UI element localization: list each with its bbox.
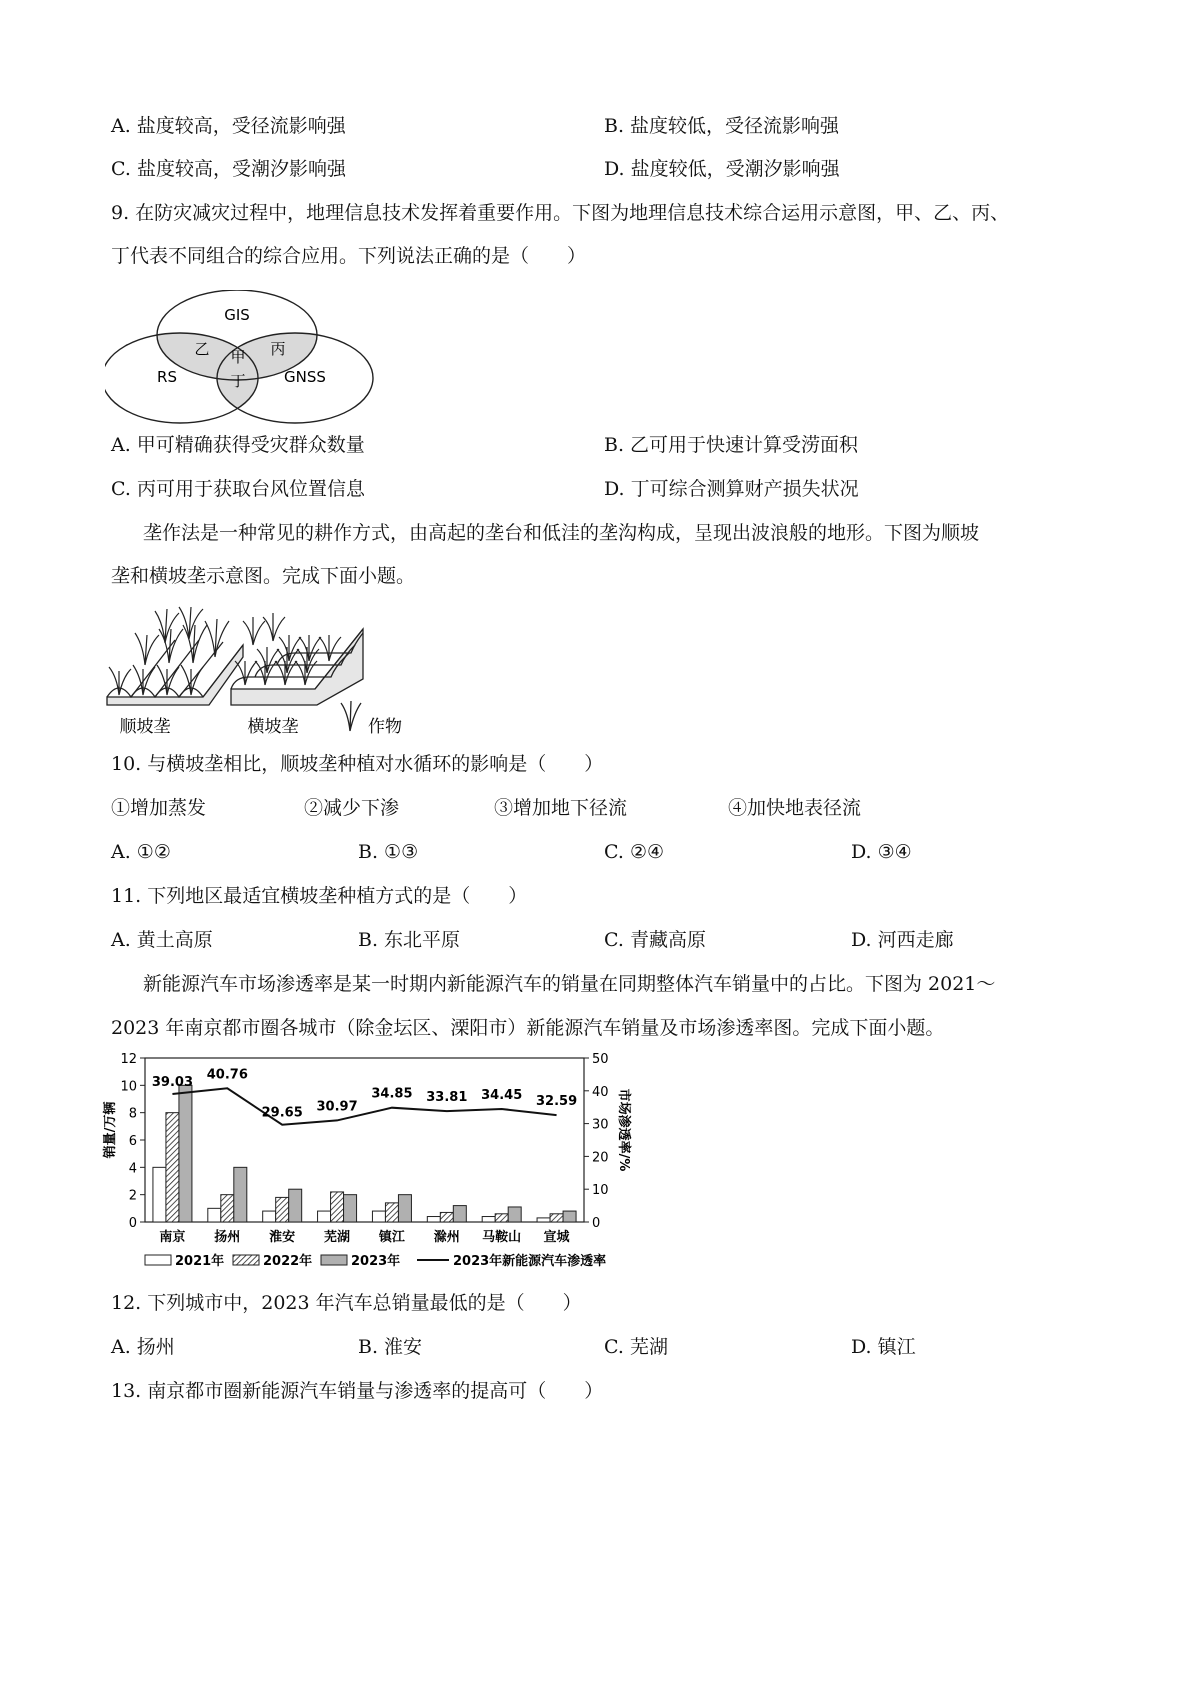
venn-diagram xyxy=(105,290,410,450)
ridge-figure xyxy=(105,605,405,737)
y2-tick-label: 0 xyxy=(592,1216,601,1231)
bar-2022年 xyxy=(276,1197,289,1222)
q12-stem: 12. 下列城市中，2023 年汽车总销量最低的是（ ） xyxy=(111,1292,582,1314)
q9-option-a: A. 甲可精确获得受灾群众数量 xyxy=(111,434,365,456)
q10-option-d: D. ③④ xyxy=(851,841,912,863)
venn-region-jia: 甲 xyxy=(230,348,246,366)
venn-label-gis: GIS xyxy=(224,306,250,324)
data-label: 34.85 xyxy=(371,1086,413,1102)
passage1-line1: 垄作法是一种常见的耕作方式，由高起的垄台和低洼的垄沟构成，呈现出波浪般的地形。下图为顺坡 xyxy=(143,522,980,544)
bar-2023年 xyxy=(289,1189,302,1222)
x-tick-label: 扬州 xyxy=(214,1230,241,1245)
chart-legend xyxy=(145,1253,606,1269)
bar-2022年 xyxy=(331,1192,344,1222)
q8-option-d: D. 盐度较低，受潮汐影响强 xyxy=(604,158,840,180)
venn-region-yi: 乙 xyxy=(194,340,210,358)
q9-option-b: B. 乙可用于快速计算受涝面积 xyxy=(604,434,859,456)
q9-stem-line2: 丁代表不同组合的综合应用。下列说法正确的是（ ） xyxy=(111,245,587,267)
q11-option-d: D. 河西走廊 xyxy=(851,929,954,951)
q8-option-a: A. 盐度较高，受径流影响强 xyxy=(111,115,346,137)
venn-region-bing: 丙 xyxy=(270,340,286,358)
q8-option-c: C. 盐度较高，受潮汐影响强 xyxy=(111,158,346,180)
q13-stem: 13. 南京都市圈新能源汽车销量与渗透率的提高可（ ） xyxy=(111,1380,604,1402)
data-label: 32.59 xyxy=(536,1094,578,1110)
q10-item-4: ④加快地表径流 xyxy=(728,797,862,819)
bar-2022年 xyxy=(221,1195,234,1222)
venn-region-ding: 丁 xyxy=(230,372,246,390)
bar-2021年 xyxy=(537,1218,550,1222)
x-tick-label: 马鞍山 xyxy=(482,1230,522,1245)
q12-option-c: C. 芜湖 xyxy=(604,1336,668,1358)
bar-2021年 xyxy=(372,1211,385,1222)
data-label: 29.65 xyxy=(261,1105,303,1121)
y2-tick-label: 40 xyxy=(592,1084,609,1100)
x-tick-label: 芜湖 xyxy=(324,1230,351,1245)
contour-ridge-crops xyxy=(235,613,341,685)
data-label: 33.81 xyxy=(426,1090,468,1106)
q11-option-a: A. 黄土高原 xyxy=(111,929,213,951)
bar-2021年 xyxy=(427,1217,440,1222)
q8-option-b: B. 盐度较低，受径流影响强 xyxy=(604,115,840,137)
passage2-line1: 新能源汽车市场渗透率是某一时期内新能源汽车的销量在同期整体汽车销量中的占比。下图为 2021～ xyxy=(143,973,996,995)
x-tick-label: 滁州 xyxy=(433,1230,460,1245)
y2-tick-label: 30 xyxy=(592,1117,609,1133)
y-tick-label: 0 xyxy=(128,1216,137,1231)
venn-label-gnss: GNSS xyxy=(284,368,326,386)
bar-2023年 xyxy=(344,1195,357,1222)
plot-area xyxy=(145,1058,584,1222)
x-tick-label: 淮安 xyxy=(269,1230,296,1245)
bar-2023年 xyxy=(234,1167,247,1222)
q10-item-1: ①增加蒸发 xyxy=(111,797,207,819)
q10-option-c: C. ②④ xyxy=(604,841,665,863)
y-axis-label: 销量/万辆 xyxy=(103,1101,118,1159)
legend-label: 2021年 xyxy=(175,1254,225,1269)
q11-stem: 11. 下列地区最适宜横坡垄种植方式的是（ ） xyxy=(111,885,528,907)
bar-2023年 xyxy=(563,1211,576,1222)
bar-2021年 xyxy=(318,1211,331,1222)
data-label: 39.03 xyxy=(151,1074,193,1090)
legend-swatch xyxy=(145,1255,171,1265)
legend-label: 2023年 xyxy=(351,1254,401,1269)
bar-2023年 xyxy=(453,1206,466,1222)
bar-2021年 xyxy=(482,1217,495,1222)
x-tick-label: 南京 xyxy=(159,1230,186,1245)
y-tick-label: 10 xyxy=(120,1079,137,1095)
slope-ridge-crops xyxy=(109,607,229,695)
bar-2023年 xyxy=(508,1207,521,1222)
legend-swatch xyxy=(321,1255,347,1265)
legend-label: 2023年新能源汽车渗透率 xyxy=(453,1254,607,1269)
y2-tick-label: 50 xyxy=(592,1052,609,1067)
passage1-line2: 垄和横坡垄示意图。完成下面小题。 xyxy=(111,565,416,587)
bar-2022年 xyxy=(385,1203,398,1222)
bar-2021年 xyxy=(153,1167,166,1222)
bar-2022年 xyxy=(440,1212,453,1222)
bar-2022年 xyxy=(495,1214,508,1222)
q9-option-d: D. 丁可综合测算财产损失状况 xyxy=(604,478,859,500)
y-tick-label: 8 xyxy=(128,1106,137,1122)
q12-option-b: B. 淮安 xyxy=(358,1336,423,1358)
q10-item-2: ②减少下渗 xyxy=(304,797,400,819)
crop-icon xyxy=(341,701,361,731)
data-label: 30.97 xyxy=(316,1099,358,1115)
contour-ridge-block xyxy=(231,629,363,705)
bar-2023年 xyxy=(179,1085,192,1222)
q9-option-c: C. 丙可用于获取台风位置信息 xyxy=(111,478,365,500)
x-tick-label: 宣城 xyxy=(543,1230,570,1245)
x-tick-label: 镇江 xyxy=(378,1230,405,1245)
bar-2022年 xyxy=(166,1113,179,1222)
q11-option-c: C. 青藏高原 xyxy=(604,929,706,951)
y-tick-label: 4 xyxy=(128,1161,137,1177)
y2-axis-label: 市场渗透率/% xyxy=(616,1088,631,1172)
data-label: 40.76 xyxy=(206,1067,248,1083)
y-tick-label: 12 xyxy=(120,1052,137,1067)
y-tick-label: 6 xyxy=(128,1134,137,1149)
label-slope-ridge: 顺坡垄 xyxy=(119,717,171,737)
y2-tick-label: 20 xyxy=(592,1150,609,1166)
bar-2023年 xyxy=(398,1195,411,1222)
q10-option-a: A. ①② xyxy=(111,841,171,863)
y-tick-label: 2 xyxy=(128,1188,137,1204)
q11-option-b: B. 东北平原 xyxy=(358,929,461,951)
q12-option-d: D. 镇江 xyxy=(851,1336,916,1358)
ev-sales-chart xyxy=(100,1050,680,1290)
q10-item-3: ③增加地下径流 xyxy=(494,797,628,819)
label-crop: 作物 xyxy=(368,717,402,737)
label-contour-ridge: 横坡垄 xyxy=(247,717,299,737)
bar-2021年 xyxy=(208,1208,221,1222)
q9-stem-line1: 9. 在防灾减灾过程中，地理信息技术发挥着重要作用。下图为地理信息技术综合运用示意图，甲、乙、丙、 xyxy=(111,202,1010,224)
q10-option-b: B. ①③ xyxy=(358,841,419,863)
bar-2022年 xyxy=(550,1214,563,1222)
passage2-line2: 2023 年南京都市圈各城市（除金坛区、溧阳市）新能源汽车销量及市场渗透率图。完成下面小题。 xyxy=(111,1017,945,1039)
y2-tick-label: 10 xyxy=(592,1183,609,1199)
legend-swatch xyxy=(233,1255,259,1265)
venn-label-rs: RS xyxy=(157,368,177,386)
legend-label: 2022年 xyxy=(263,1254,313,1269)
q10-stem: 10. 与横坡垄相比，顺坡垄种植对水循环的影响是（ ） xyxy=(111,753,604,775)
q12-option-a: A. 扬州 xyxy=(111,1336,175,1358)
bar-2021年 xyxy=(263,1211,276,1222)
data-label: 34.45 xyxy=(481,1088,523,1104)
